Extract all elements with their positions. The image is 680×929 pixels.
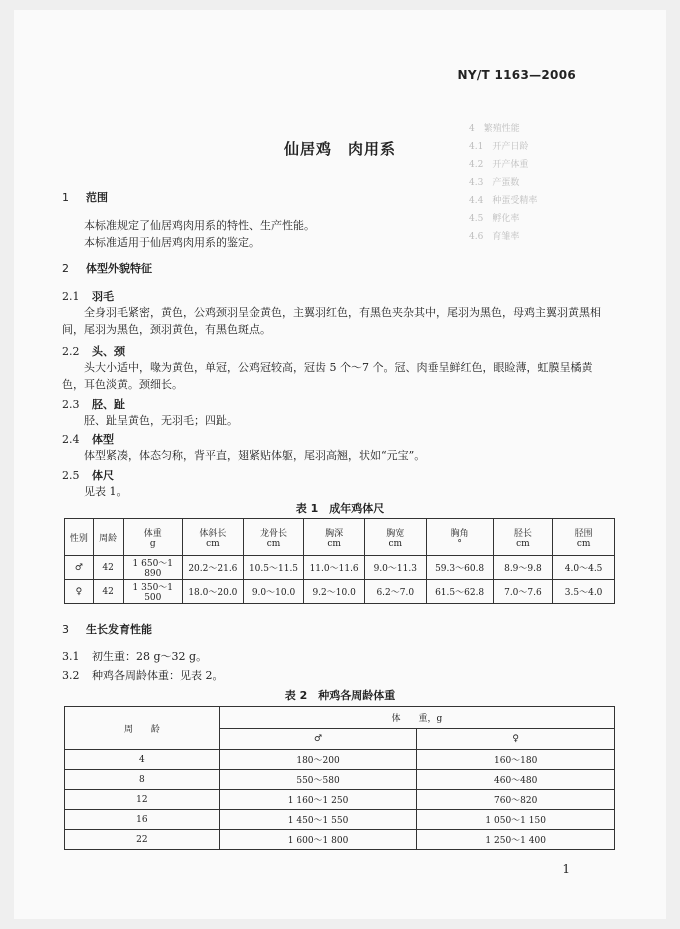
table-row xyxy=(65,790,615,810)
table-1-caption: 表 1 成年鸡体尺 xyxy=(295,502,385,515)
table-2-header-weight: 体 重，g xyxy=(219,707,614,729)
section-3-1-text: 3.1 初生重：28 g～32 g。 xyxy=(62,650,208,663)
table-cell: 1 250～1 400 xyxy=(417,830,615,850)
table-cell: 12 xyxy=(65,790,220,810)
section-1-heading: 1 范围 xyxy=(62,191,108,204)
table-cell: 1 600～1 800 xyxy=(219,830,417,850)
table-1-header: 胸角 ° xyxy=(426,519,493,556)
table-1-header: 胫长 cm xyxy=(493,519,553,556)
table-cell: 4 xyxy=(65,750,220,770)
table-1 xyxy=(64,518,615,604)
table-row xyxy=(65,556,615,580)
section-3-heading: 3 生长发育性能 xyxy=(62,623,152,636)
table-1-header: 胫围 cm xyxy=(553,519,615,556)
table-cell: 1 450～1 550 xyxy=(219,810,417,830)
table-cell: ♂ xyxy=(65,556,94,580)
table-cell: 3.5～4.0 xyxy=(553,580,615,604)
table-row xyxy=(65,810,615,830)
table-row xyxy=(65,830,615,850)
table-1-header: 体重 g xyxy=(123,519,183,556)
section-2-heading: 2 体型外貌特征 xyxy=(62,262,152,275)
section-2-4-text: 体型紧凑，体态匀称，背平直，翅紧贴体躯，尾羽高翘，状如“元宝”。 xyxy=(84,449,426,462)
table-cell: 20.2～21.6 xyxy=(183,556,244,580)
bleed-through-text: 4 繁殖性能 4.1 开产日龄 4.2 开产体重 4.3 产蛋数 4.4 种蛋受精率 4.5 孵化率 4.6 育雏率 xyxy=(469,124,538,242)
table-cell: 550～580 xyxy=(219,770,417,790)
section-2-1-heading: 2.1 羽毛 xyxy=(62,290,114,303)
table-cell: 460～480 xyxy=(417,770,615,790)
table-cell: 18.0～20.0 xyxy=(183,580,244,604)
table-row xyxy=(65,580,615,604)
table-cell: 16 xyxy=(65,810,220,830)
table-1-header: 胸宽 cm xyxy=(364,519,426,556)
section-2-5-heading: 2.5 体尺 xyxy=(62,469,114,482)
page-number: 1 xyxy=(562,862,570,876)
table-cell: ♀ xyxy=(65,580,94,604)
standard-number: NY/T 1163—2006 xyxy=(457,68,576,82)
table-1-header: 胸深 cm xyxy=(304,519,365,556)
table-cell: 10.5～11.5 xyxy=(243,556,304,580)
table-cell: 8.9～9.8 xyxy=(493,556,553,580)
table-cell: 42 xyxy=(93,556,123,580)
table-2-header-female: ♀ xyxy=(417,729,615,750)
table-row xyxy=(65,750,615,770)
table-cell: 7.0～7.6 xyxy=(493,580,553,604)
table-1-header: 周龄 xyxy=(93,519,123,556)
table-2-header-row xyxy=(65,707,615,729)
table-cell: 160～180 xyxy=(417,750,615,770)
table-2-header-male: ♂ xyxy=(219,729,417,750)
table-cell: 1 650～1 890 xyxy=(123,556,183,580)
section-3-2-text: 3.2 种鸡各周龄体重：见表 2。 xyxy=(62,669,224,682)
table-cell: 9.2～10.0 xyxy=(304,580,365,604)
table-cell: 6.2～7.0 xyxy=(364,580,426,604)
table-cell: 1 160～1 250 xyxy=(219,790,417,810)
table-cell: 1 350～1 500 xyxy=(123,580,183,604)
section-2-5-text: 见表 1。 xyxy=(84,485,128,498)
table-cell: 4.0～4.5 xyxy=(553,556,615,580)
table-1-header: 龙骨长 cm xyxy=(243,519,304,556)
section-1-para-2: 本标准适用于仙居鸡肉用系的鉴定。 xyxy=(84,236,260,249)
table-cell: 61.5～62.8 xyxy=(426,580,493,604)
table-2-header-age: 周 龄 xyxy=(65,707,220,750)
document-title: 仙居鸡 肉用系 xyxy=(283,140,396,158)
section-2-4-heading: 2.4 体型 xyxy=(62,433,114,446)
table-row xyxy=(65,770,615,790)
table-1-header-row xyxy=(65,519,615,556)
section-2-2-heading: 2.2 头、颈 xyxy=(62,345,125,358)
table-cell: 22 xyxy=(65,830,220,850)
table-cell: 59.3～60.8 xyxy=(426,556,493,580)
table-cell: 42 xyxy=(93,580,123,604)
section-2-3-text: 胫、趾呈黄色，无羽毛；四趾。 xyxy=(84,414,238,427)
section-2-3-heading: 2.3 胫、趾 xyxy=(62,398,125,411)
section-2-1-text: 全身羽毛紧密，黄色，公鸡颈羽呈金黄色，主翼羽红色，有黑色夹杂其中，尾羽为黑色，母鸡主翼羽黄黑相间，尾羽为黑色，颈羽黄色，有黑色斑点。 xyxy=(62,306,601,336)
table-cell: 760～820 xyxy=(417,790,615,810)
table-cell: 9.0～11.3 xyxy=(364,556,426,580)
table-cell: 11.0～11.6 xyxy=(304,556,365,580)
table-cell: 8 xyxy=(65,770,220,790)
table-cell: 9.0～10.0 xyxy=(243,580,304,604)
document-page xyxy=(14,10,666,919)
table-2 xyxy=(64,706,615,850)
table-1-header: 体斜长 cm xyxy=(183,519,244,556)
table-cell: 1 050～1 150 xyxy=(417,810,615,830)
table-2-caption: 表 2 种鸡各周龄体重 xyxy=(284,689,396,702)
section-2-2-text: 头大小适中，喙为黄色，单冠，公鸡冠较高，冠齿 5 个～7 个。冠、肉垂呈鲜红色，眼睑薄，虹膜呈橘黄色，耳色淡黄。颈细长。 xyxy=(62,361,593,391)
section-1-para-1: 本标准规定了仙居鸡肉用系的特性、生产性能。 xyxy=(84,219,315,232)
table-1-header: 性别 xyxy=(65,519,94,556)
table-cell: 180～200 xyxy=(219,750,417,770)
